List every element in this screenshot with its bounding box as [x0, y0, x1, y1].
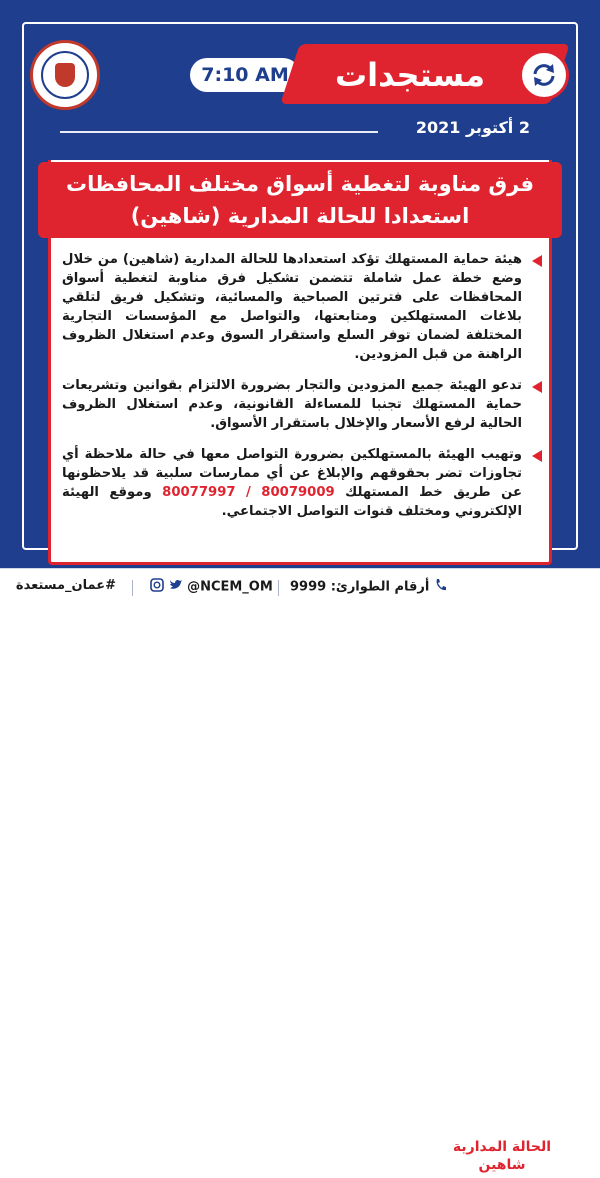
- bullet-icon: [532, 255, 542, 267]
- sync-icon: [519, 50, 569, 100]
- brand-line-2: شاهين: [478, 1157, 526, 1173]
- hashtag: #عمان_مستعدة: [15, 578, 116, 593]
- paragraph-2: [62, 376, 538, 433]
- ncem-logo: [30, 40, 100, 110]
- footer-separator: [132, 580, 133, 596]
- emergency-phone-text: أرقام الطوارئ: 9999: [290, 579, 430, 595]
- headline: فرق مناوبة لتغطية أسواق مختلف المحافظات استعدادا للحالة المدارية (شاهين): [65, 172, 534, 228]
- paragraph-text-start: وتهيب الهيئة بالمستهلكين بضرورة التواصل معها في حالة ملاحظة أي تجاوزات تضر بحقوقهم والإبلاغ عن أي ممارسات سلبية قد يلاحظونها عن طريق خط المستهلك: [62, 447, 522, 500]
- section-title: مستجدات: [334, 56, 486, 94]
- paragraph-text: تدعو الهيئة جميع المزودين والتجار بضرورة الالتزام بقوانين وتشريعات حماية المستهلك تجنبا للمساءلة القانونية، وعدم استغلال الظروف الحالية لرفع الأسعار والإخلال باستقرار الأسواق.: [62, 378, 522, 431]
- bullet-icon: [532, 381, 542, 393]
- article-body: [62, 250, 538, 533]
- footer: [0, 570, 600, 1173]
- social-handle[interactable]: [150, 578, 273, 596]
- headline-banner: [38, 162, 562, 238]
- footer-separator: [278, 580, 279, 596]
- footer-divider: [0, 568, 600, 569]
- instagram-icon: [150, 578, 164, 596]
- phone-icon: [434, 578, 447, 596]
- paragraph-1: [62, 250, 538, 364]
- paragraph-3: [62, 445, 538, 521]
- bullet-icon: [532, 450, 542, 462]
- social-handle-text: @NCEM_OM: [187, 579, 273, 595]
- post-date: 2 أكتوبر 2021: [415, 118, 530, 137]
- logo-emblem-icon: [55, 63, 75, 87]
- hotline-numbers: 80079009 / 80077997: [162, 485, 335, 500]
- paragraph-text-end: وموقع الهيئة الإلكتروني ومختلف قنوات التواصل الاجتماعي.: [62, 485, 522, 519]
- emergency-phone: [290, 578, 447, 596]
- brand-line-1: الحالة المدارية: [452, 1139, 552, 1155]
- time-badge: 7:10 AM: [190, 58, 300, 92]
- shaheen-brand: [452, 1138, 552, 1178]
- twitter-icon: [169, 578, 183, 596]
- paragraph-text: هيئة حماية المستهلك تؤكد استعدادها للحالة المدارية (شاهين) من خلال وضع خطة عمل شاملة تتضمن تشكيل فرق مناوبة لتغطية أسواق المحافظات على فترتين الصباحية والمسائية، وتشكيل فريق لتلقي بلاغات المستهلكين ومتابعتها، والتواصل مع المؤسسات التجارية المختلفة لضمان توفر السلع واستقرار السوق وعدم استغلال الظروف الراهنة من قبل المزودين.: [62, 252, 522, 362]
